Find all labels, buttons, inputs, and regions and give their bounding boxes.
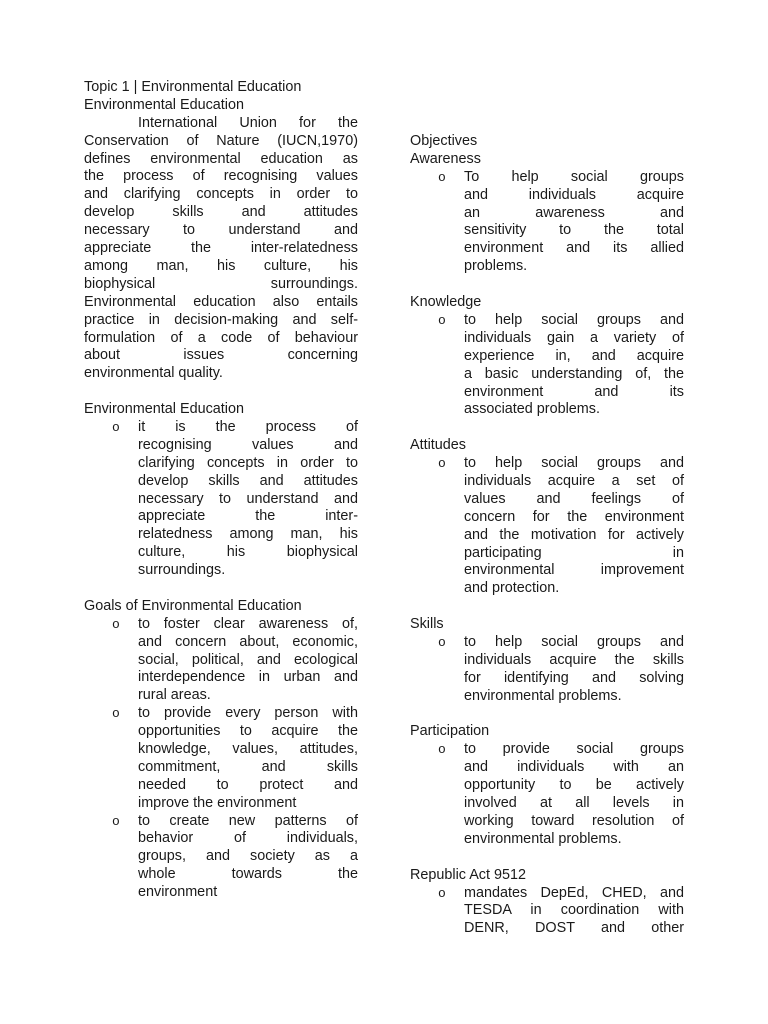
bullet-text [464,634,684,706]
text-line: sensitivity to the total [464,222,684,239]
left-column [84,79,358,902]
objective-heading: Knowledge [410,294,482,311]
bullet-text [138,705,358,812]
bullet-item [84,419,358,580]
text-line: a basic understanding of, the [464,365,684,382]
text-line: to provide social groups [464,741,684,758]
text-line: needed to protect and [138,776,358,793]
text-line: clarifying concepts in order to [138,454,358,471]
bullet-marker: o [438,312,446,328]
text-line: and individuals acquire [464,186,684,203]
ee-bullet [84,419,358,580]
bullet-item [410,741,684,848]
intro-paragraph [84,115,358,383]
text-line: experience in, and acquire [464,347,684,364]
text-line: biophysical surroundings. [84,275,358,292]
text-line: Environmental education also entails [84,293,358,310]
topic-title: Topic 1 | Environmental Education [84,79,302,95]
text-line: individuals acquire a set of [464,472,684,489]
text-line: appreciate the inter-relatedness [84,240,358,257]
text-line: environmental improvement [464,562,684,579]
bullet-marker: o [112,419,120,435]
text-line: develop skills and attitudes [138,472,358,489]
text-line: to help social groups and [464,455,684,472]
objective-heading: Attitudes [410,437,466,454]
objective-heading: Republic Act 9512 [410,866,527,883]
bullet-marker: o [438,885,446,901]
text-line: appreciate the inter- [138,508,358,525]
objective-heading: Skills [410,616,444,633]
objective-heading: Awareness [410,150,481,167]
bullet-text [464,312,684,419]
bullet-text [138,813,358,902]
text-line: to create new patterns of [138,812,358,829]
text-line: environmental problems. [464,830,622,847]
text-line: and the motivation for actively [464,526,684,543]
text-line: opportunity to be actively [464,777,684,794]
objective-sections [410,151,684,938]
text-line: to provide every person with [138,705,358,722]
text-line: defines environmental education as [84,150,358,167]
text-line: concern for the environment [464,508,684,525]
bullet-marker: o [438,635,446,651]
text-line: to foster clear awareness of, [138,615,358,632]
text-line: develop skills and attitudes [84,204,358,221]
text-line: and clarifying concepts in order to [84,186,358,203]
text-line: interdependence in urban and [138,669,358,686]
text-line: relatedness among man, his [138,526,358,543]
text-line: social, political, and ecological [138,651,358,668]
bullet-marker: o [112,813,120,829]
right-column [410,133,684,938]
text-line: and individuals with an [464,759,684,776]
bullet-marker: o [438,742,446,758]
bullet-text [138,616,358,705]
text-line: individuals acquire the skills [464,651,684,668]
objective-heading: Participation [410,723,490,740]
bullet-text [464,169,684,276]
goals-heading: Goals of Environmental Education [84,597,302,614]
bullet-marker: o [438,169,446,185]
text-line: To help social groups [464,168,684,185]
text-line: necessary to understand and [84,222,358,239]
text-line: environment and its [464,383,684,400]
text-line: and concern about, economic, [138,633,358,650]
bullet-item [410,312,684,419]
text-line: to help social groups and [464,311,684,328]
bullet-item [84,616,358,705]
text-line: environmental quality. [84,365,223,382]
text-line: for identifying and solving [464,669,684,686]
bullet-item [410,455,684,598]
text-line: TESDA in coordination with [464,902,684,919]
text-line: International Union for the [138,114,358,131]
goals-list [84,616,358,902]
text-line: working toward resolution of [464,812,684,829]
text-line: whole towards the [138,866,358,883]
text-line: improve the environment [138,794,297,811]
bullet-item [410,169,684,276]
text-line: among man, his culture, his [84,257,358,274]
text-line: environment [138,884,218,901]
text-line: problems. [464,258,528,275]
bullet-text [138,419,358,580]
text-line: opportunities to acquire the [138,723,358,740]
text-line: groups, and society as a [138,848,358,865]
text-line: surroundings. [138,562,226,579]
bullet-item [410,885,684,939]
bullet-marker: o [112,706,120,722]
bullet-marker: o [112,616,120,632]
text-line: knowledge, values, attitudes, [138,741,358,758]
bullet-text [464,741,684,848]
text-line: formulation of a code of behaviour [84,329,358,346]
bullet-item [84,705,358,812]
text-line: associated problems. [464,401,600,418]
text-line: necessary to understand and [138,490,358,507]
text-line: involved at all levels in [464,795,684,812]
text-line: individuals gain a variety of [464,329,684,346]
text-line: commitment, and skills [138,758,358,775]
objectives-heading: Objectives [410,133,478,149]
text-line: DENR, DOST and other [464,920,684,937]
text-line: to help social groups and [464,634,684,651]
text-line: and protection. [464,580,560,597]
ee-heading: Environmental Education [84,401,244,418]
text-line: participating in [464,544,684,561]
text-line: recognising values and [138,436,358,453]
text-line: values and feelings of [464,490,684,507]
text-line: it is the process of [138,418,358,435]
text-line: culture, his biophysical [138,544,358,561]
text-line: the process of recognising values [84,168,358,185]
text-line: an awareness and [464,204,684,221]
bullet-text [464,455,684,598]
bullet-item [410,634,684,706]
text-line: about issues concerning [84,347,358,364]
text-line: mandates DepEd, CHED, and [464,884,684,901]
text-line: behavior of individuals, [138,830,358,847]
text-line: Conservation of Nature (IUCN,1970) [84,132,358,149]
bullet-text [464,885,684,939]
bullet-marker: o [438,456,446,472]
text-line: practice in decision-making and self- [84,311,358,328]
section-title: Environmental Education [84,96,244,113]
text-line: rural areas. [138,687,211,704]
bullet-item [84,813,358,902]
text-line: environmental problems. [464,687,622,704]
text-line: environment and its allied [464,240,684,257]
